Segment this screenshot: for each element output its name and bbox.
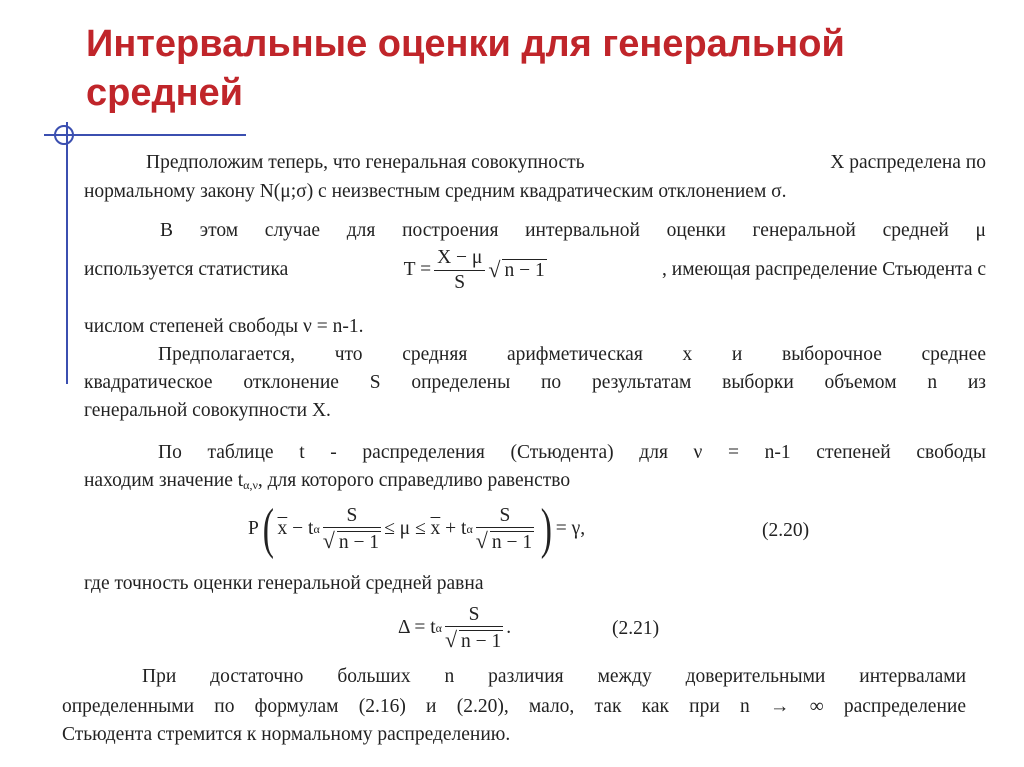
- para2-line3: числом степеней свободы ν = n-1.: [84, 316, 364, 337]
- decorative-horizontal-line: [44, 134, 246, 136]
- para2-line1: В этом случае для построения интервальной оценки генеральной средней μ: [160, 220, 986, 241]
- para6-line2: определенными по формулам (2.16) и (2.20), мало, так как при n → ∞ распределение: [62, 696, 966, 717]
- t-statistic-formula: T = $\frac{X - \mu}{S}$ √ n − 1: [403, 247, 545, 293]
- para6-line1: При достаточно больших n различия между доверительными интервалами: [142, 666, 966, 687]
- para3-line1: Предполагается, что средняя арифметическая x и выборочное среднее: [158, 344, 986, 365]
- decorative-crosshair-circle: [54, 125, 74, 145]
- equation-2-20-label: (2.20): [762, 520, 810, 541]
- para4-line1: По таблице t - распределения (Стьюдента) для ν = n-1 степеней свободы: [158, 442, 986, 463]
- eq220-fraction-left: $\frac{S}{√ n - 1}$: [322, 504, 380, 553]
- slide-title: Интервальные оценки для генеральной средней: [86, 23, 845, 114]
- para1-line1: Предположим теперь, что генеральная совокупность X распределена по: [146, 152, 986, 173]
- para3-line2: квадратическое отклонение S определены по результатам выборки объемом n из: [84, 372, 986, 393]
- para2-line2: используется статистика T = $\frac{X - \mu}{S}$ √ n − 1 , имеющая распределение Стьюдента с: [84, 247, 986, 293]
- equation-2-21: Δ = t α $\frac{S}{√ n - 1}$ .: [398, 603, 512, 652]
- para4-line2: находим значение $t_{\alpha,\nu}$, для которого справедливо равенство: [84, 470, 571, 492]
- t-fraction: $\frac{X - \mu}{S}$: [434, 248, 485, 292]
- para3-line3: генеральной совокупности X.: [84, 400, 331, 421]
- para1-line2: нормальному закону N(μ;σ) с неизвестным средним квадратическим отклонением σ.: [84, 181, 787, 202]
- equation-2-20: P ( $\overline{x}$ − t α $\frac{S}{√ n - 1}$ ≤ μ ≤ $\overline{x}$ + t α $\frac{S}{√ n - 1}$ ) = γ,: [248, 498, 586, 560]
- para6-line3: Стьюдента стремится к нормальному распределению.: [62, 724, 511, 745]
- equation-2-21-label: (2.21): [612, 618, 660, 639]
- decorative-vertical-line: [66, 122, 68, 384]
- para5-line1: где точность оценки генеральной средней равна: [84, 573, 484, 594]
- eq221-fraction: $\frac{S}{√ n - 1}$: [444, 603, 502, 652]
- eq220-fraction-right: $\frac{S}{√ n - 1}$: [475, 504, 533, 553]
